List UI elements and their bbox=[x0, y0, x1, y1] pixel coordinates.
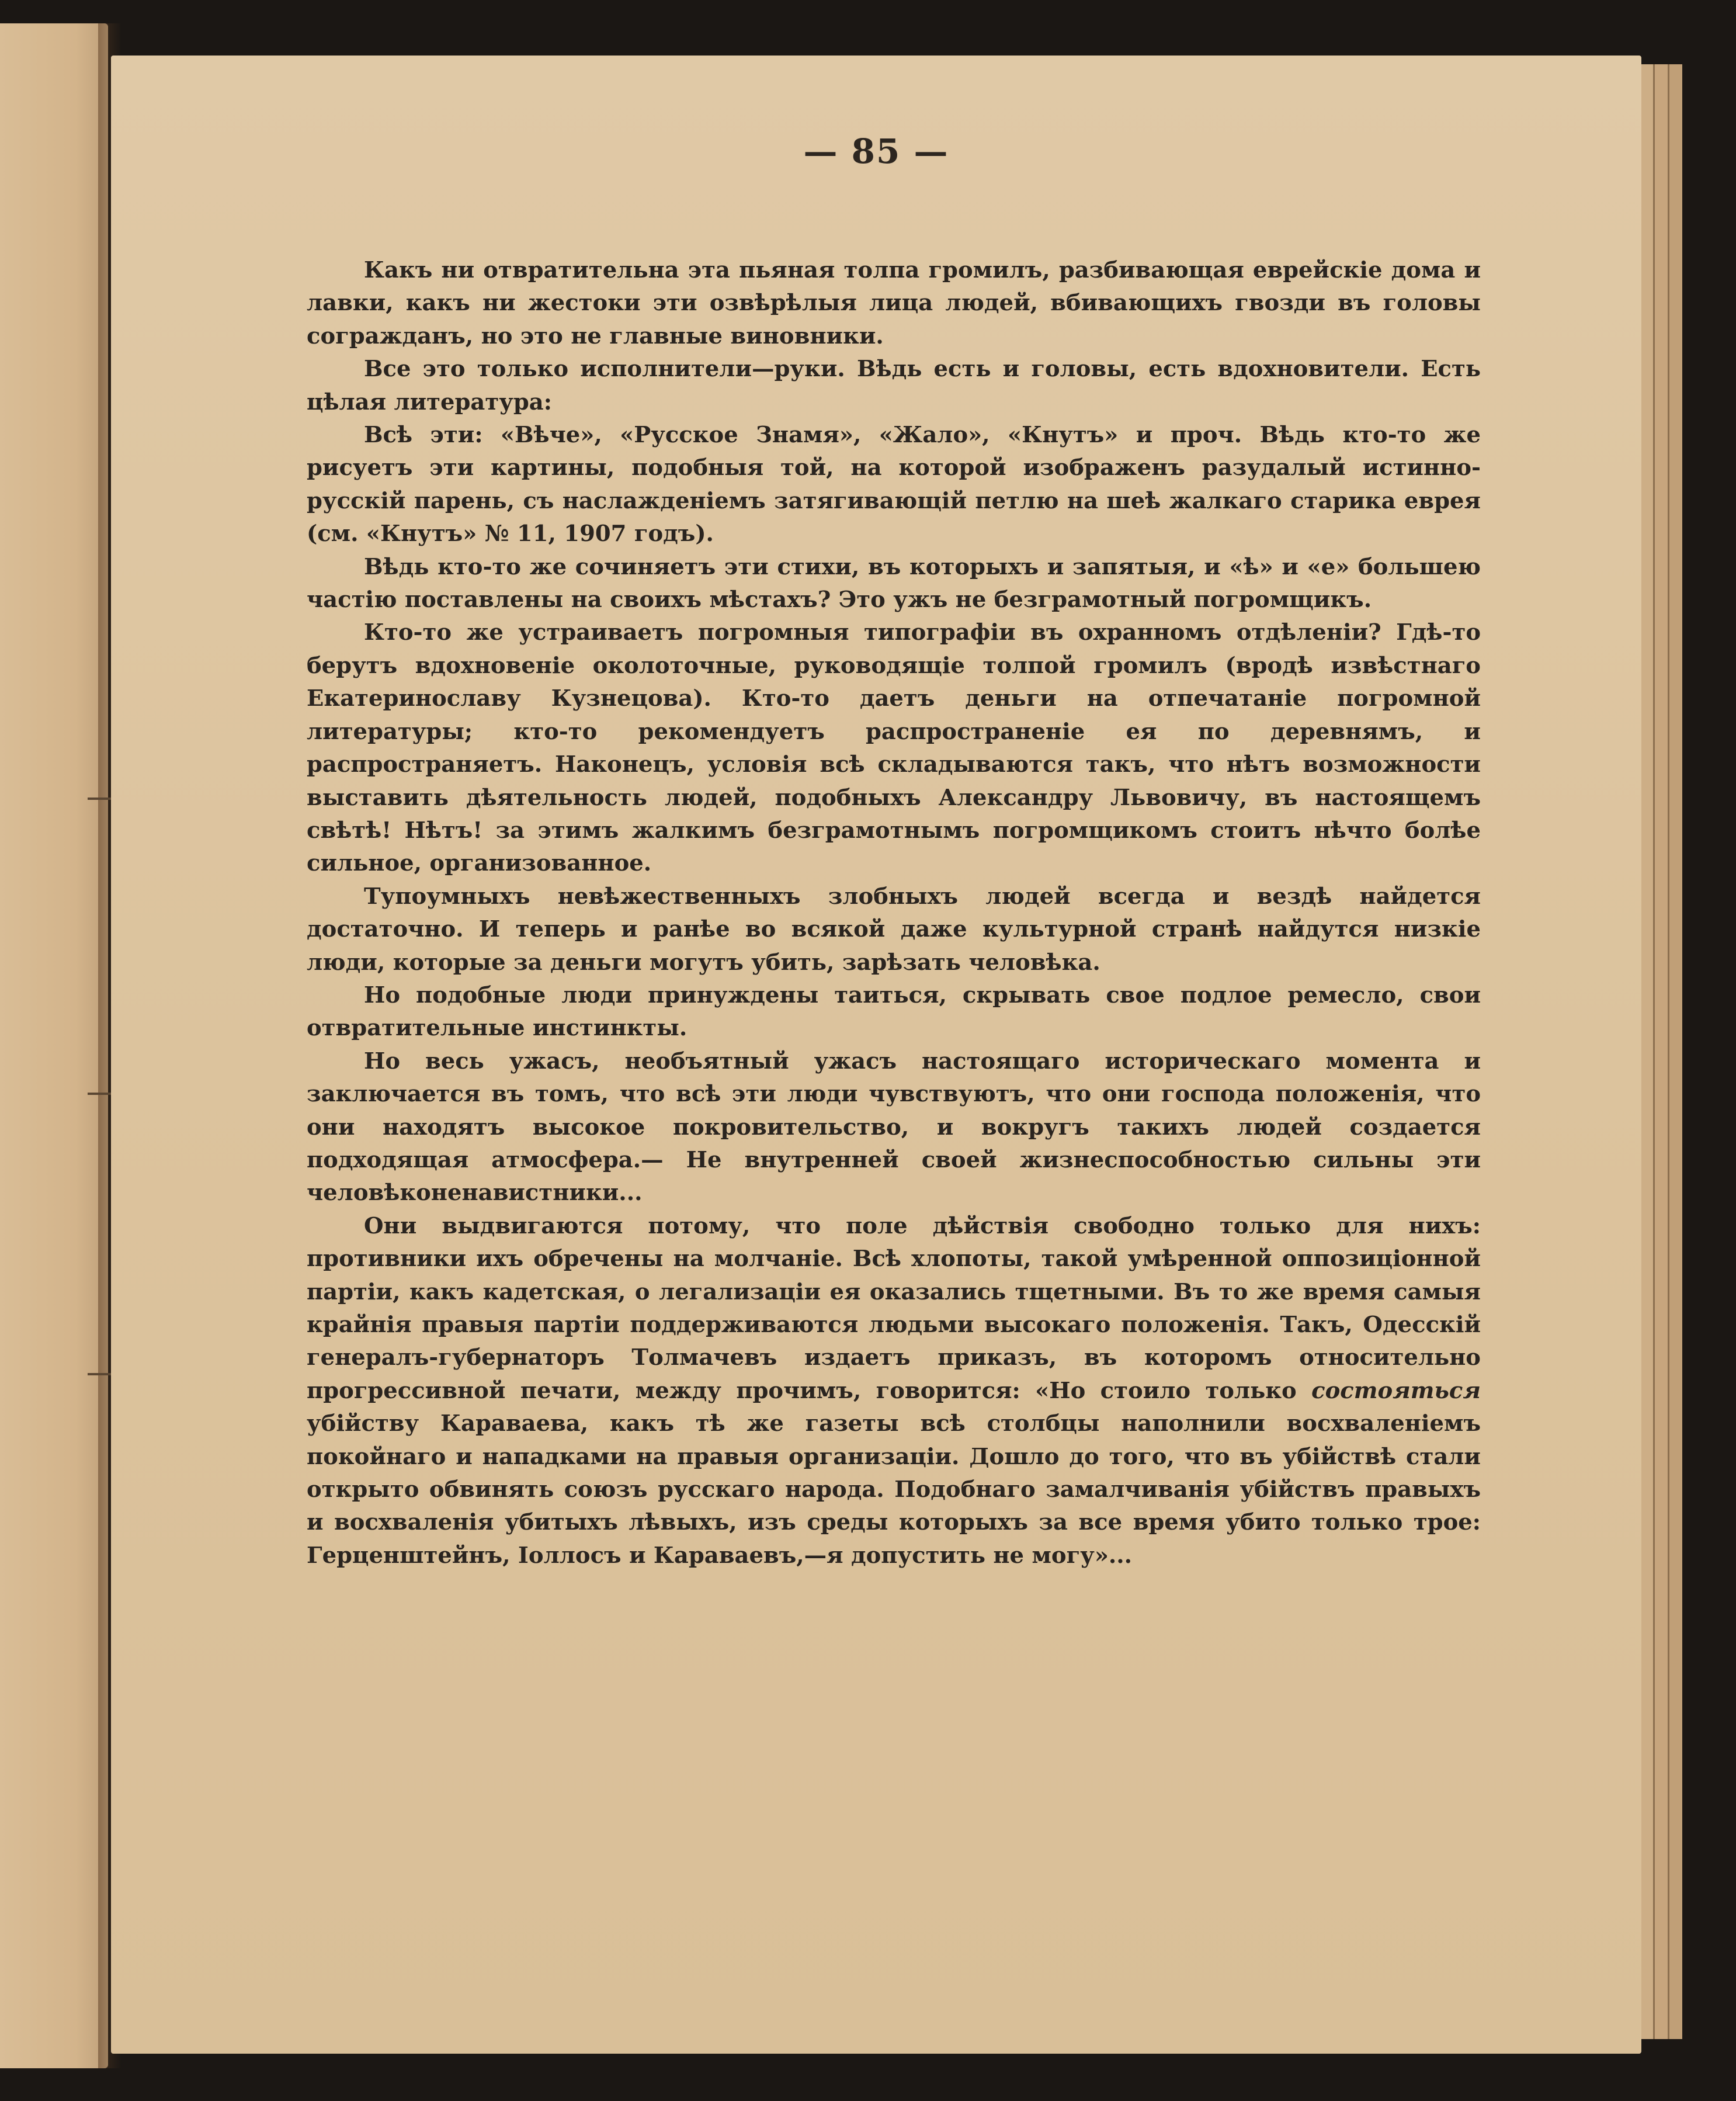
paragraph: Все это только исполнители—руки. Вѣдь есть и головы, есть вдохновители. Есть цѣлая литература: bbox=[307, 356, 1481, 415]
paragraph: Кто-то же устраиваетъ погромныя типографiи въ охранномъ отдѣленiи? Гдѣ-то берутъ вдохновенiе околоточные, руководящiе толпой громилъ (вродѣ извѣстнаго Екатеринославу Кузнецова). Кто-то даетъ деньги на отпечатанiе погромной литературы; кто-то рекомендуетъ распространенiе ея по деревнямъ, и распространяетъ. Наконецъ, условiя всѣ складываются такъ, что нѣтъ возможности выставить дѣятельность людей, подобныхъ Александру Львовичу, въ настоящемъ свѣтѣ! Нѣтъ! за этимъ жалкимъ безграмотнымъ погромщикомъ стоитъ нѣчто болѣе сильное, организованное. bbox=[307, 619, 1481, 877]
paragraph: Какъ ни отвратительна эта пьяная толпа громилъ, разбивающая еврейскiе дома и лавки, какъ ни жестоки эти озвѣрѣлыя лица людей, вбивающихъ гвозди въ головы согражданъ, но это не главные виновники. bbox=[307, 257, 1481, 349]
paragraph: Вѣдь кто-то же сочиняетъ эти стихи, въ которыхъ и запятыя, и «ѣ» и «е» большею частiю поставлены на своихъ мѣстахъ? Это ужъ не безграмотный погромщикъ. bbox=[307, 553, 1481, 613]
paragraph: Всѣ эти: «Вѣче», «Русское Знамя», «Жало», «Кнутъ» и проч. Вѣдь кто-то же рисуетъ эти картины, подобныя той, на которой изображенъ разудалый истинно-русскiй парень, съ наслажденiемъ затягивающiй петлю на шеѣ жалкаго старика еврея (см. «Кнутъ» № 11, 1907 годъ). bbox=[307, 422, 1481, 547]
page-number: — 85 — bbox=[803, 131, 949, 171]
left-page-edge bbox=[0, 23, 108, 2068]
paragraph-last bbox=[307, 1210, 1481, 1572]
paragraph-last-tail: убiйству Караваева, какъ тѣ же газеты всѣ столбцы наполнили восхваленiемъ покойнаго и нападками на правыя организацiи. Дошло до того, что въ убiйствѣ стали открыто обвинять союзъ русскаго народа. Подобнаго замалчиванiя убiйствъ правыхъ и восхваленiя убитыхъ лѣвыхъ, изъ среды которыхъ за все время убито только трое: Герценштейнъ, Iоллосъ и Караваевъ,—я допустить не могу»... bbox=[307, 1410, 1481, 1569]
page-stack-edge bbox=[1653, 64, 1668, 2039]
paragraph: Но весь ужасъ, необъятный ужасъ настоящаго историческаго момента и заключается въ томъ, что всѣ эти люди чувствуютъ, что они господа положенiя, что они находятъ высокое покровительство, и вокругъ такихъ людей создается подходящая атмосфера.— Не внутренней своей жизнеспособностью сильны эти человѣконенавистники... bbox=[307, 1048, 1481, 1206]
paragraph: Но подобные люди принуждены таиться, скрывать свое подлое ремесло, свои отвратительные инстинкты. bbox=[307, 982, 1481, 1042]
paragraph: Тупоумныхъ невѣжественныхъ злобныхъ людей всегда и вездѣ найдется достаточно. И теперь и ранѣе во всякой даже культурной странѣ найдутся низкiе люди, которые за деньги могутъ убить, зарѣзать человѣка. bbox=[307, 883, 1481, 976]
book-page bbox=[111, 56, 1641, 2054]
italic-word: состояться bbox=[1311, 1377, 1481, 1404]
paragraph-last-head: Они выдвигаются потому, что поле дѣйствiя свободно только для нихъ: противники ихъ обречены на молчанiе. Всѣ хлопоты, такой умѣренной оппозицiонной партiи, какъ кадетская, о легализацiи ея оказались тщетными. Въ то же время самыя крайнiя правыя партiи поддерживаются людьми высокаго положенiя. Такъ, Одесскiй генералъ-губернаторъ Толмачевъ издаетъ приказъ, въ которомъ относительно прогрессивной печати, между прочимъ, говорится: «Но стоило только bbox=[307, 1212, 1481, 1404]
body-text bbox=[307, 254, 1481, 1572]
page-stack-edge bbox=[1668, 64, 1682, 2039]
